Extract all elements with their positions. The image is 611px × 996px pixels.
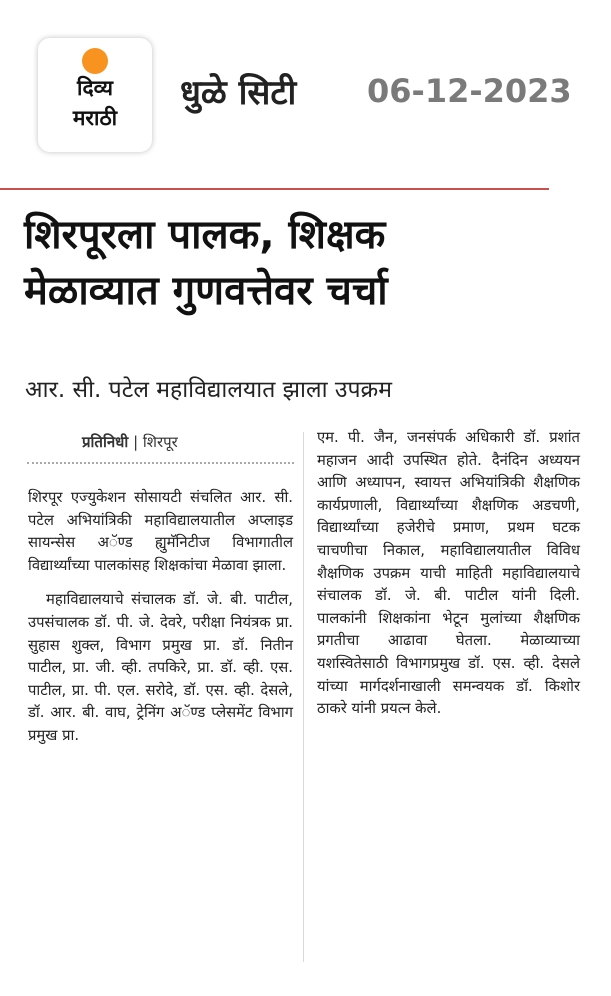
byline-place: | शिरपूर (133, 433, 178, 451)
byline-divider (27, 462, 294, 464)
byline (82, 432, 178, 452)
byline-author: प्रतिनिधी (82, 433, 129, 451)
article-paragraph: महाविद्यालयाचे संचालक डॉ. जे. बी. पाटील, उपसंचालक डॉ. पी. जे. देवरे, परीक्षा नियंत्रक प्रा. सुहास शुक्ल, विभाग प्रमुख प्रा. डॉ. नितीन पाटील, प्रा. जी. व्ही. तपकिरे, प्रा. डॉ. व्ही. एस. पाटील, प्रा. पी. एल. सरोदे, डॉ. एस. व्ही. देसले, डॉ. आर. बी. वाघ, ट्रेनिंग अॅण्ड प्लेसमेंट विभाग प्रमुख प्रा. (28, 591, 293, 744)
edition-date: 06-12-2023 (367, 72, 572, 110)
city-edition: धुळे सिटी (180, 73, 297, 113)
header-divider (0, 188, 549, 190)
headline-line1: शिरपूरला पालक, शिक्षक (24, 212, 386, 258)
article-column-right (317, 427, 580, 721)
logo-line1: दिव्य (77, 76, 113, 100)
divya-marathi-logo (38, 38, 152, 152)
column-divider (303, 432, 304, 962)
logo-sun-icon (82, 48, 108, 74)
article-paragraph: एम. पी. जैन, जनसंपर्क अधिकारी डॉ. प्रशांत महाजन आदी उपस्थित होते. दैनंदिन अध्ययन आणि अध्यापन, स्वायत्त अभियांत्रिकी शैक्षणिक कार्यप्रणाली, विद्यार्थ्यांच्या शैक्षणिक अडचणी, विद्यार्थ्यांच्या हजेरीचे प्रमाण, प्रथम घटक चाचणीचा निकाल, महाविद्यालयातील विविध शैक्षणिक उपक्रम याची माहिती महाविद्यालयाचे संचालक डॉ. जे. बी. पाटील यांनी दिली. पालकांनी शिक्षकांना भेटून मुलांच्या शैक्षणिक प्रगतीचा आढावा घेतला. मेळाव्याच्या यशस्वितेसाठी विभागप्रमुख डॉ. एस. व्ही. देसले यांच्या मार्गदर्शनाखाली समन्वयक डॉ. किशोर ठाकरे यांनी प्रयत्न केले. (317, 429, 580, 718)
article-column-left (28, 487, 293, 748)
article-paragraph: शिरपूर एज्युकेशन सोसायटी संचलित आर. सी. पटेल अभियांत्रिकी महाविद्यालयातील अप्लाइड सायन्सेस अॅण्ड ह्युमॅनिटीज विभागातील विद्यार्थ्यांच्या पालकांसह शिक्षकांचा मेळावा झाला. (28, 489, 293, 574)
newspaper-header (0, 0, 611, 180)
headline-line2: मेळाव्यात गुणवत्तेवर चर्चा (24, 268, 388, 314)
subheadline: आर. सी. पटेल महाविद्यालयात झाला उपक्रम (25, 377, 392, 403)
logo-line2: मराठी (72, 106, 118, 130)
